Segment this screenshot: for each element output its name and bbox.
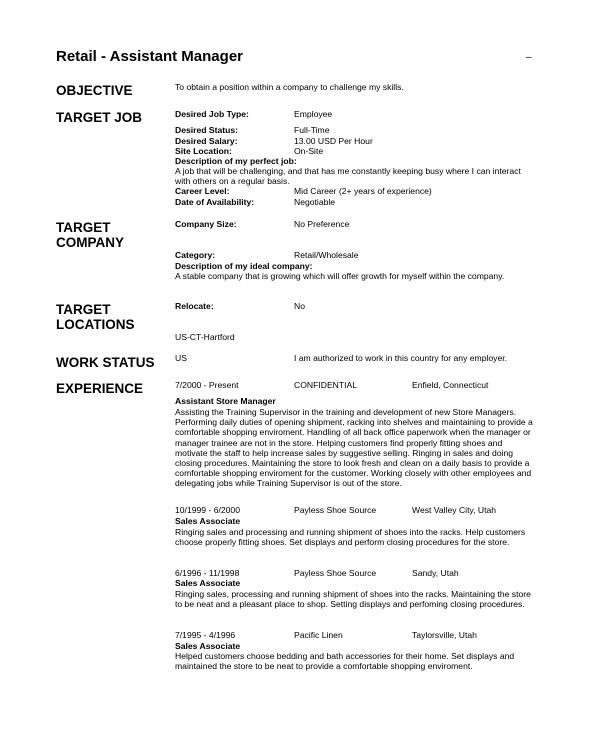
perfect-job-text: A job that will be challenging, and that has me constantly keeping busy where I can interact with others on a regular basis. (175, 166, 521, 187)
job-location: Enfield, Connecticut (412, 380, 489, 390)
company-size-value: No Preference (294, 219, 350, 229)
relocate-value: No (294, 301, 305, 311)
job-company: Payless Shoe Source (294, 568, 377, 578)
job-title: Sales Associate (175, 578, 241, 588)
career-level-label: Career Level: (175, 186, 230, 196)
site-location-value: On-Site (294, 146, 324, 156)
corner-mark: – (526, 52, 532, 63)
job-location: Sandy, Utah (412, 568, 459, 578)
career-level-value: Mid Career (2+ years of experience) (294, 186, 432, 196)
job-title: Sales Associate (175, 641, 241, 651)
target-locations-heading-1: TARGET (56, 302, 111, 317)
work-status-text: I am authorized to work in this country for any employer. (294, 353, 508, 363)
job-dates: 10/1999 - 6/2000 (175, 505, 240, 515)
status-label: Desired Status: (175, 125, 239, 135)
target-company-heading-1: TARGET (56, 220, 111, 235)
job-description: Ringing sales, processing and running shipment of shoes into the racks. Maintaining the store to be neat and a pleasant place to shop. Setting displays and perfoming closing procedures. (175, 589, 531, 610)
job-description: Assisting the Training Supervisor in the training and development of new Store Managers. Performing daily duties of opening shipment, racking into shelves and maintaining to provide a comfortable shopping enviroment. Handling of all back office paperwork when the manager or manager trainee are not in the store. Helping customers find properly fitting shoes and motivate the staff to help increase sales by suggestive selling. Ringing in sales and doing closing procedures. Maintaining the store to look fresh and clean on a daily basis to provide a comfortable shopping enviroment for the customer. Working closely with other employees and delegating jobs while Training Supervisor is out of the store. (175, 407, 533, 489)
status-value: Full-Time (294, 125, 330, 135)
availability-value: Negotiable (294, 196, 336, 207)
job-dates: 7/1995 - 4/1996 (175, 630, 236, 640)
salary-label: Desired Salary: (175, 135, 238, 146)
location-value: US-CT-Hartford (175, 332, 235, 342)
page-title: Retail - Assistant Manager (56, 48, 243, 65)
target-company-heading-2: COMPANY (56, 235, 125, 250)
ideal-company-label: Description of my ideal company: (175, 261, 313, 271)
salary-value: 13.00 USD Per Hour (294, 135, 373, 146)
job-company: Pacific Linen (294, 630, 343, 640)
job-company: Payless Shoe Source (294, 505, 377, 515)
ideal-company-text: A stable company that is growing which will offer growth for myself within the company. (175, 271, 505, 281)
job-location: Taylorsville, Utah (412, 630, 477, 640)
job-description: Ringing sales and processing and running shipment of shoes into the racks. Help customers choose properly fitting shoes. Set displays and perform closing procedures for the store. (175, 527, 526, 548)
objective-heading: OBJECTIVE (56, 83, 133, 98)
work-status-country: US (175, 353, 187, 363)
job-type-label: Desired Job Type: (175, 109, 249, 119)
site-location-label: Site Location: (175, 146, 232, 156)
availability-label: Date of Availability: (175, 196, 255, 207)
job-dates: 6/1996 - 11/1998 (175, 568, 240, 578)
job-location: West Valley City, Utah (412, 505, 497, 515)
job-title: Sales Associate (175, 516, 241, 526)
experience-heading: EXPERIENCE (56, 381, 144, 396)
objective-text: To obtain a position within a company to challenge my skills. (175, 82, 404, 92)
job-description: Helped customers choose bedding and bath accessories for their home. Set displays and maintained the store to be neat to provide a comfortable shopping enviroment. (175, 651, 515, 672)
target-locations-heading-2: LOCATIONS (56, 317, 135, 332)
perfect-job-label: Description of my perfect job: (175, 156, 297, 166)
target-job-heading: TARGET JOB (56, 110, 143, 125)
job-title: Assistant Store Manager (175, 396, 276, 406)
category-label: Category: (175, 250, 216, 260)
job-company: CONFIDENTIAL (294, 380, 358, 390)
job-type-value: Employee (294, 109, 333, 119)
relocate-label: Relocate: (175, 301, 214, 311)
job-dates: 7/2000 - Present (175, 380, 239, 390)
company-size-label: Company Size: (175, 219, 237, 229)
work-status-heading: WORK STATUS (56, 355, 155, 370)
category-value: Retail/Wholesale (294, 250, 359, 260)
